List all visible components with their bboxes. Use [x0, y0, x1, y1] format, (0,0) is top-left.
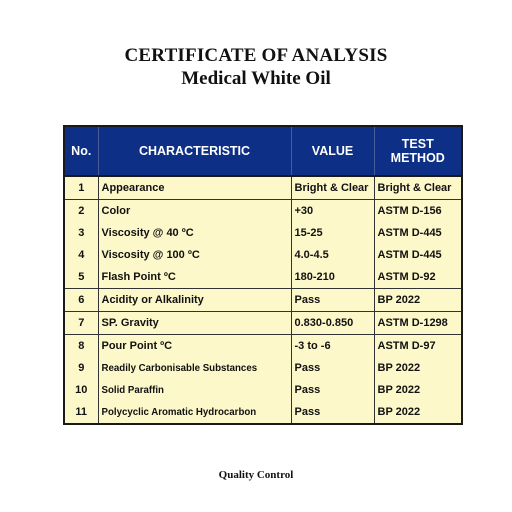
row-characteristic: Viscosity @ 40 ºC	[98, 222, 291, 244]
row-value: Pass	[291, 289, 374, 312]
row-value: Pass	[291, 357, 374, 379]
table-row	[64, 200, 462, 223]
row-value: +30	[291, 200, 374, 223]
table-row	[64, 222, 462, 244]
table-row	[64, 335, 462, 358]
table-row	[64, 379, 462, 401]
row-test-method: ASTM D-92	[374, 266, 462, 289]
row-test-method: BP 2022	[374, 357, 462, 379]
table-row	[64, 289, 462, 312]
table-header-row	[64, 126, 462, 176]
row-number: 3	[64, 222, 98, 244]
table-row	[64, 266, 462, 289]
table-row	[64, 244, 462, 266]
row-characteristic: Pour Point ºC	[98, 335, 291, 358]
table-row	[64, 401, 462, 424]
footer-signature-label: Quality Control	[218, 469, 294, 481]
row-characteristic: SP. Gravity	[98, 312, 291, 335]
row-value: Bright & Clear	[291, 176, 374, 200]
row-value: -3 to -6	[291, 335, 374, 358]
row-test-method: BP 2022	[374, 379, 462, 401]
table-row	[64, 312, 462, 335]
row-number: 2	[64, 200, 98, 223]
row-number: 5	[64, 266, 98, 289]
row-characteristic: Viscosity @ 100 ºC	[98, 244, 291, 266]
document-title: CERTIFICATE OF ANALYSIS	[124, 45, 388, 66]
row-characteristic: Polycyclic Aromatic Hydrocarbon	[98, 401, 291, 424]
row-number: 8	[64, 335, 98, 358]
row-test-method: ASTM D-445	[374, 222, 462, 244]
row-value: 4.0-4.5	[291, 244, 374, 266]
header-test-method-line2: METHOD	[390, 151, 445, 165]
header-value: VALUE	[291, 126, 374, 176]
row-value: 15-25	[291, 222, 374, 244]
row-characteristic: Solid Paraffin	[98, 379, 291, 401]
row-characteristic: Acidity or Alkalinity	[98, 289, 291, 312]
row-value: Pass	[291, 379, 374, 401]
header-characteristic: CHARACTERISTIC	[98, 126, 291, 176]
row-test-method: Bright & Clear	[374, 176, 462, 200]
row-number: 11	[64, 401, 98, 424]
row-test-method: ASTM D-445	[374, 244, 462, 266]
row-test-method: BP 2022	[374, 401, 462, 424]
row-number: 4	[64, 244, 98, 266]
row-number: 6	[64, 289, 98, 312]
row-value: 0.830-0.850	[291, 312, 374, 335]
row-characteristic: Appearance	[98, 176, 291, 200]
header-test-method-line1: TEST	[401, 137, 434, 151]
header-test-method	[374, 126, 462, 176]
header-no: No.	[64, 126, 98, 176]
row-test-method: ASTM D-97	[374, 335, 462, 358]
row-number: 9	[64, 357, 98, 379]
row-characteristic: Flash Point ºC	[98, 266, 291, 289]
row-test-method: BP 2022	[374, 289, 462, 312]
row-value: 180-210	[291, 266, 374, 289]
row-number: 7	[64, 312, 98, 335]
document-subtitle: Medical White Oil	[181, 68, 331, 89]
row-test-method: ASTM D-1298	[374, 312, 462, 335]
row-number: 1	[64, 176, 98, 200]
analysis-table	[63, 125, 463, 425]
table-row	[64, 357, 462, 379]
row-number: 10	[64, 379, 98, 401]
row-test-method: ASTM D-156	[374, 200, 462, 223]
table-row	[64, 176, 462, 200]
row-characteristic: Readily Carbonisable Substances	[98, 357, 291, 379]
row-characteristic: Color	[98, 200, 291, 223]
row-value: Pass	[291, 401, 374, 424]
